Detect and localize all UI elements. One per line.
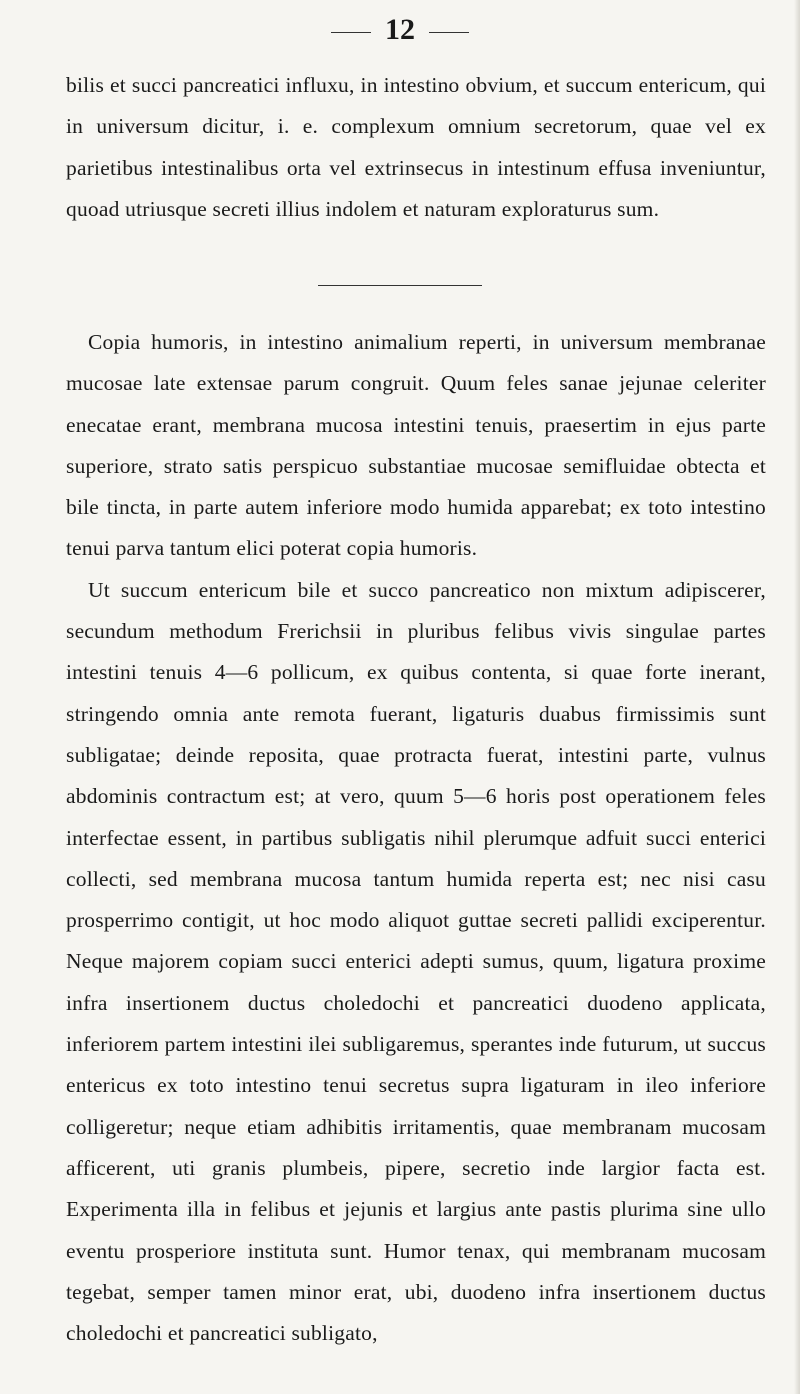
intro-paragraph-block xyxy=(66,65,766,230)
page-header xyxy=(0,10,800,50)
body-paragraph-block xyxy=(66,322,766,1354)
section-divider xyxy=(318,285,482,286)
paragraph-2: Copia humoris, in intestino animalium reperti, in universum membranae mucosae late extensae parum congruit. Quum feles sanae jejunae celeriter enecatae erant, membrana mucosa intestini tenuis, praesertim in ejus parte superiore, strato satis perspicuo substantiae mucosae semifluidae obtecta et bile tincta, in parte autem inferiore modo humida apparebat; ex toto intestino tenui parva tantum elici poterat copia humoris. xyxy=(66,330,766,561)
page-edge-shadow xyxy=(794,0,800,1394)
header-dash-right xyxy=(429,32,469,33)
header-dash-left xyxy=(331,32,371,33)
paragraph-3: Ut succum entericum bile et succo pancreatico non mixtum adipiscerer, secundum methodum Frerichsii in pluribus felibus vivis singulae partes intestini tenuis 4—6 pollicum, ex quibus contenta, si quae forte inerant, stringendo omnia ante remota fuerant, ligaturis duabus firmissimis sunt subligatae; deinde reposita, quae protracta fuerat, intestini parte, vulnus abdominis contractum est; at vero, quum 5—6 horis post operationem feles interfectae essent, in partibus subligatis nihil plerumque adfuit succi enterici collecti, sed membrana mucosa tantum humida reperta est; nec nisi casu prosperrimo contigit, ut hoc modo aliquot guttae secreti pallidi exciperentur. Neque majorem copiam succi enterici adepti sumus, quum, ligatura proxime infra insertionem ductus choledochi et pancreatici duodeno applicata, inferiorem partem intestini ilei subligaremus, sperantes inde futurum, ut succus entericus ex toto intestino tenui secretus supra ligaturam in ileo inferiore colligeretur; neque etiam adhibitis irritamentis, quae membranam mucosam afficerent, uti granis plumbeis, pipere, secretio inde largior facta est. Experimenta illa in felibus et jejunis et largius ante pastis plurima sine ullo eventu prosperiore instituta sunt. Humor tenax, qui membranam mucosam tegebat, semper tamen minor erat, ubi, duodeno infra insertionem ductus choledochi et pancreatici subligato, xyxy=(66,577,766,1346)
paragraph-1: bilis et succi pancreatici influxu, in intestino obvium, et succum entericum, qui in universum dicitur, i. e. complexum omnium secretorum, quae vel ex parietibus intestinalibus orta vel extrinsecus in intestinum effusa inveniuntur, quoad utriusque secreti illius indolem et naturam exploraturus sum. xyxy=(66,73,766,221)
page-number: 12 xyxy=(385,13,415,46)
